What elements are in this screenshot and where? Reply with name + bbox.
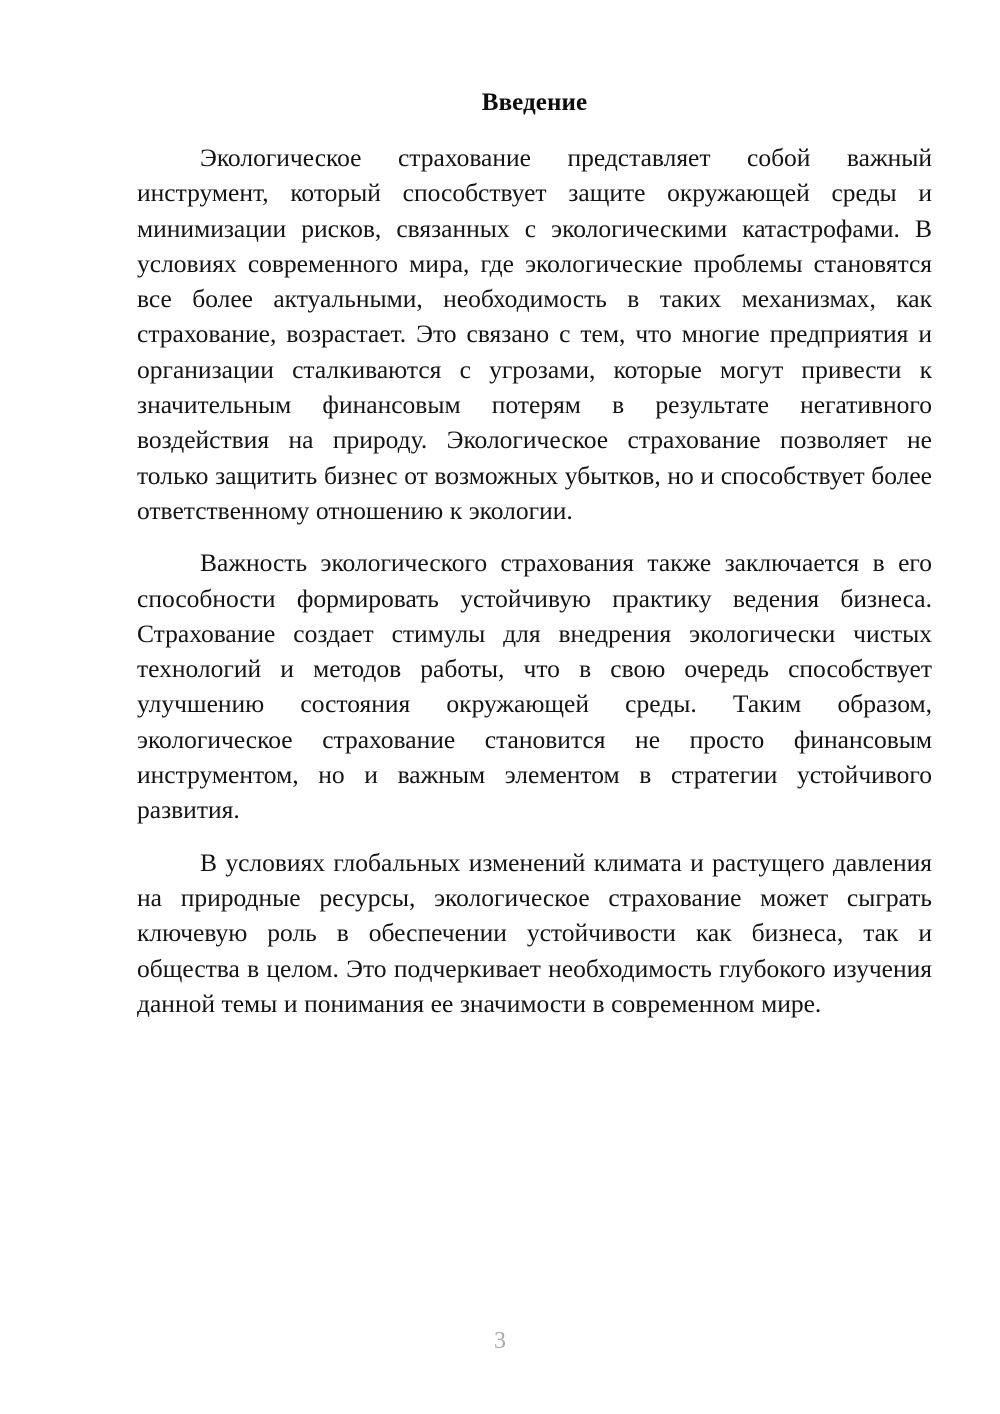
paragraph-1-text: Экологическое страхование представляет собой важный инструмент, который способствует защите окружающей среды и минимизации рисков, связанных с экологическими катастрофами. В условиях современного мира, где экологические проблемы становятся все более актуальными, необходимость в таких механизмах, как страхование, возрастает. Это связано с тем, что многие предприятия и организации сталкиваются с угрозами, которые могут привести к значительным финансовым потерям в результате негативного воздействия на природу. Экологическое страхование позволяет не только защитить бизнес от возможных убытков, но и способствует более ответственному отношению к экологии.	[137, 143, 932, 525]
paragraph-3	[137, 845, 932, 1021]
paragraph-2-text: Важность экологического страхования также заключается в его способности формировать устойчивую практику ведения бизнеса. Страхование создает стимулы для внедрения экологически чистых технологий и методов работы, что в свою очередь способствует улучшению состояния окружающей среды. Таким образом, экологическое страхование становится не просто финансовым инструментом, но и важным элементом в стратегии устойчивого развития.	[137, 548, 932, 825]
page-title: Введение	[481, 89, 588, 116]
paragraph-2	[137, 545, 932, 827]
page-number: 3	[494, 1328, 506, 1354]
document-body	[137, 88, 932, 1021]
paragraph-1	[137, 140, 932, 528]
paragraph-3-text: В условиях глобальных изменений климата и растущего давления на природные ресурсы, экологическое страхование может сыграть ключевую роль в обеспечении устойчивости как бизнеса, так и общества в целом. Это подчеркивает необходимость глубокого изучения данной темы и понимания ее значимости в современном мире.	[137, 847, 932, 1018]
